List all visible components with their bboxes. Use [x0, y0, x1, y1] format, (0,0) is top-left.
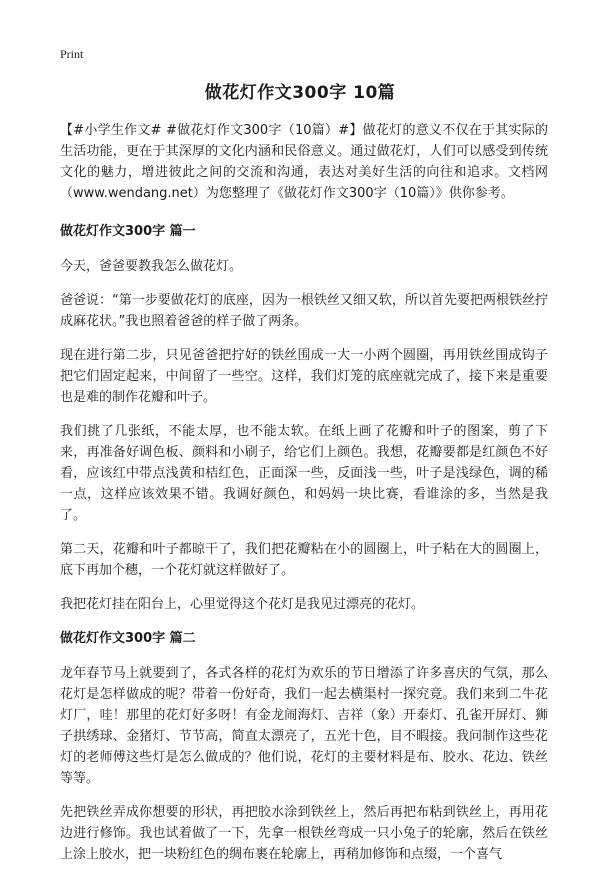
paragraph: 现在进行第二步，只见爸爸把拧好的铁丝围成一大一小两个圆圈，再用铁丝围成钩子把它们固定起来，中间留了一些空。这样，我们灯笼的底座就完成了，接下来是重要也是难的制作花瓣和叶子。	[60, 348, 548, 405]
print-link[interactable]: Print	[60, 47, 84, 61]
paragraph: 爸爸说：“第一步要做花灯的底座，因为一根铁丝又细又软，所以首先要把两根铁丝拧成麻花状。”我也照着爸爸的样子做了两条。	[60, 293, 548, 329]
section-heading: 做花灯作文300字 篇一	[60, 224, 196, 239]
paragraph: 先把铁丝弄成你想要的形状，再把胶水涂到铁丝上，然后再把布粘到铁丝上，再用花边进行修饰。我也试着做了一下，先拿一根铁丝弯成一只小兔子的轮廓，然后在铁丝上涂上胶水，把一块粉红色的绸布裹在轮廓上，再稍加修饰和点缀，一个喜气	[60, 805, 548, 862]
paragraph: 今天，爸爸要教我怎么做花灯。	[60, 259, 243, 274]
page-title: 做花灯作文300字 10篇	[204, 83, 396, 103]
paragraph: 我们挑了几张纸，不能太厚，也不能太软。在纸上画了花瓣和叶子的图案，剪了下来，再准备好调色板、颜料和小刷子，给它们上颜色。我想，花瓣要都是红颜色不好看，应该红中带点浅黄和桔红色，正面深一些，反面浅一些，叶子是浅绿色，调的稀一点，这样应该效果不错。我调好颜色，和妈妈一块比赛，看谁涂的多，当然是我了。	[60, 424, 548, 523]
section-1	[60, 221, 548, 615]
article-body	[60, 120, 548, 878]
paragraph: 第二天，花瓣和叶子都晾干了，我们把花瓣粘在小的圆圈上，叶子粘在大的圆圈上，底下再加个穗，一个花灯就这样做好了。	[60, 542, 548, 578]
intro-paragraph: 【#小学生作文# #做花灯作文300字（10篇）#】做花灯的意义不仅在于其实际的生活功能，更在于其深厚的文化内涵和民俗意义。通过做花灯，人们可以感受到传统文化的魅力，增进彼此之间的交流和沟通，表达对美好生活的向往和追求。文档网（www.wendang.net）为您整理了《做花灯作文300字（10篇）》供你参考。	[60, 123, 548, 201]
paragraph: 龙年春节马上就要到了，各式各样的花灯为欢乐的节日增添了许多喜庆的气氛，那么花灯是怎样做成的呢？带着一份好奇，我们一起去横渠村一探究竟。我们来到二牛花灯厂，哇！那里的花灯好多呀！有金龙闹海灯、吉祥（象）开泰灯、孔雀开屏灯、狮子拱绣球、金猪灯、节节高，简直太漂亮了，五光十色，目不暇接。我问制作这些花灯的老师傅这些灯是怎么做成的？他们说，花灯的主要材料是布、胶水、花边、铁丝等等。	[60, 666, 548, 786]
section-heading: 做花灯作文300字 篇二	[60, 631, 196, 646]
paragraph: 我把花灯挂在阳台上，心里觉得这个花灯是我见过漂亮的花灯。	[60, 597, 425, 612]
section-2	[60, 628, 548, 865]
